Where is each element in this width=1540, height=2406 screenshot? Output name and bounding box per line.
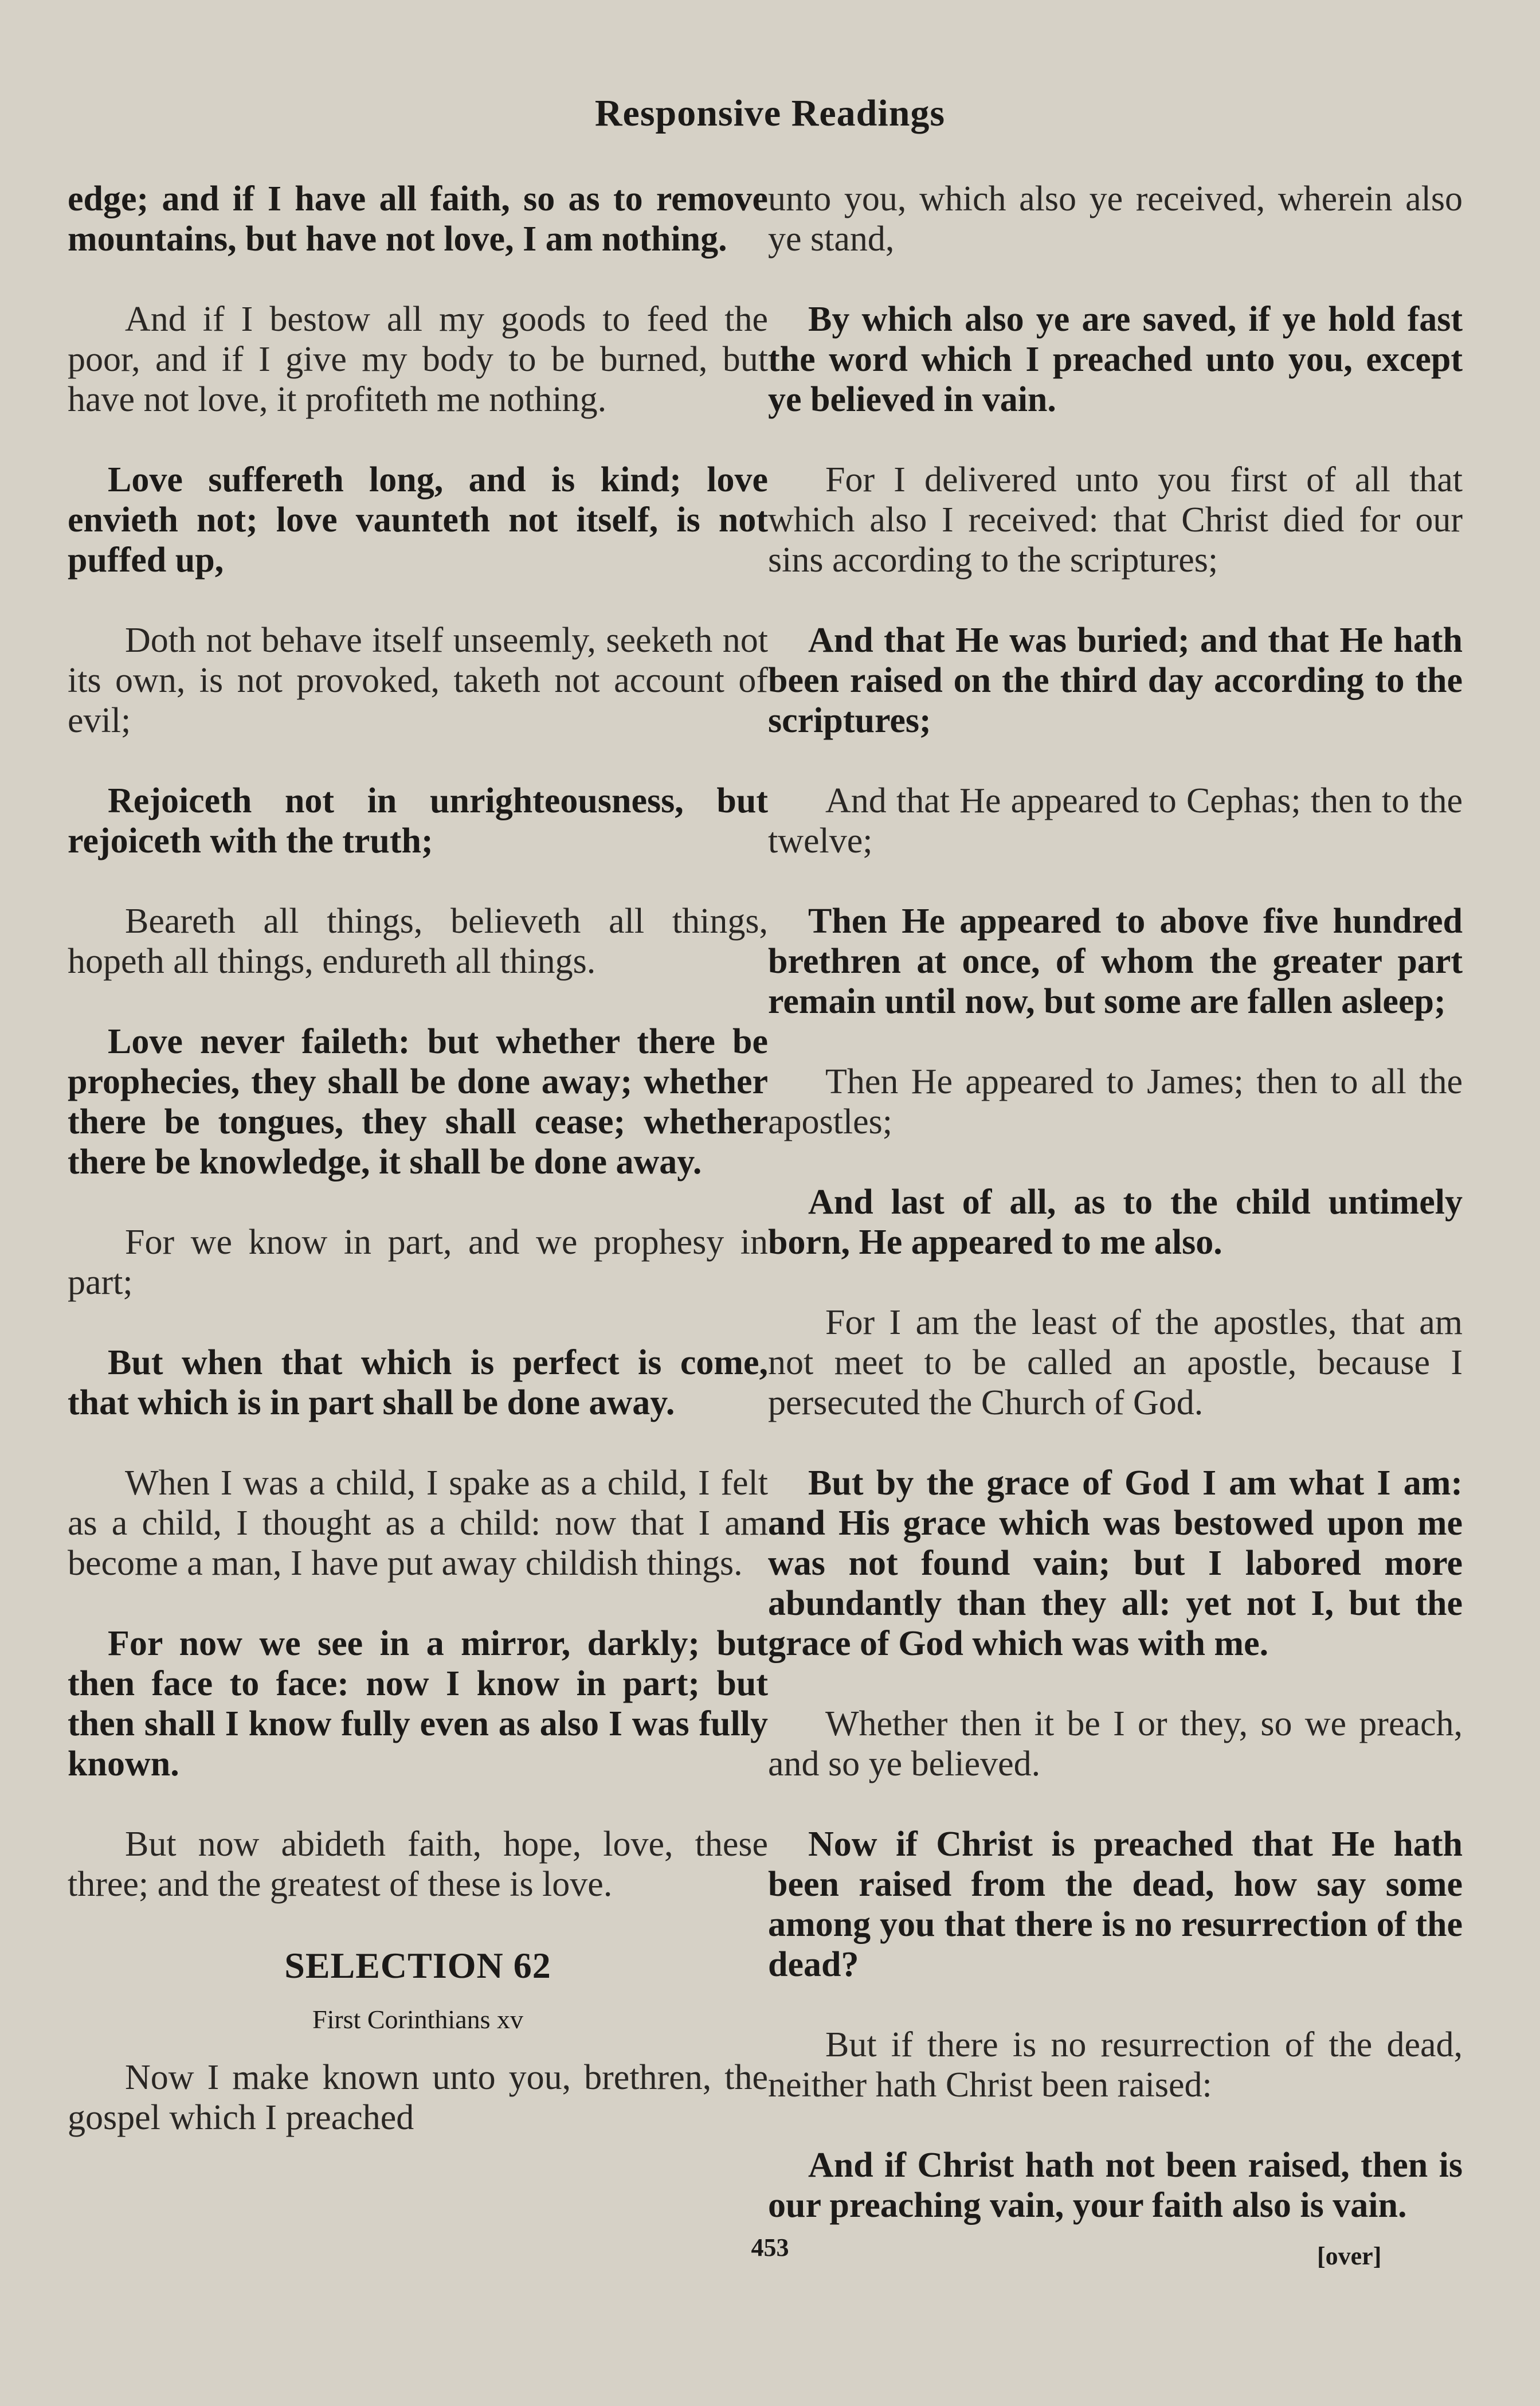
reading-paragraph: Whether then it be I or they, so we preach, and so ye believed.: [768, 1704, 1463, 1783]
reading-paragraph: unto you, which also ye received, wherein also ye stand,: [768, 179, 1463, 259]
reading-paragraph: For I delivered unto you first of all that which also I received: that Christ died for our sins according to the scriptures;: [768, 460, 1463, 580]
reading-paragraph: Love suffereth long, and is kind; love envieth not; love vaunteth not itself, is not puffed up,: [68, 460, 768, 580]
reading-paragraph: Love never faileth: but whether there be prophecies, they shall be done away; whether there be tongues, they shall cease; whether there be knowledge, it shall be done away.: [68, 1022, 768, 1182]
reading-paragraph: Now I make known unto you, brethren, the gospel which I preached: [68, 2058, 768, 2137]
reading-paragraph: But if there is no resurrection of the dead, neither hath Christ been raised:: [768, 2025, 1463, 2104]
selection-subheading: First Corinthians xv: [312, 2005, 524, 2034]
reading-paragraph: For we know in part, and we prophesy in part;: [68, 1223, 768, 1302]
reading-paragraph: And that He was buried; and that He hath been raised on the third day according to the scriptures;: [768, 621, 1463, 740]
reading-paragraph: Beareth all things, believeth all things, hopeth all things, endureth all things.: [68, 902, 768, 981]
reading-paragraph: But now abideth faith, hope, love, these three; and the greatest of these is love.: [68, 1825, 768, 1904]
reading-paragraph: Now if Christ is preached that He hath been raised from the dead, how say some among you that there is no resurrection of the dead?: [768, 1825, 1463, 1984]
reading-paragraph: Then He appeared to James; then to all the apostles;: [768, 1062, 1463, 1141]
reading-paragraph: And if Christ hath not been raised, then is our preaching vain, your faith also is vain.: [768, 2146, 1463, 2225]
reading-paragraph: And last of all, as to the child untimely born, He appeared to me also.: [768, 1183, 1463, 1262]
page-number: 453: [751, 2233, 789, 2262]
reading-paragraph: Rejoiceth not in unrighteousness, but rejoiceth with the truth;: [68, 781, 768, 860]
selection-heading: SELECTION 62: [284, 1945, 551, 1986]
reading-paragraph: And that He appeared to Cephas; then to the twelve;: [768, 781, 1463, 860]
page-header: Responsive Readings: [594, 92, 946, 134]
right-column: [768, 179, 1463, 2266]
left-column: [68, 179, 768, 2178]
continuation-marker: [over]: [1317, 2242, 1382, 2270]
reading-paragraph: edge; and if I have all faith, so as to remove mountains, but have not love, I am nothing.: [68, 179, 768, 259]
reading-paragraph: Then He appeared to above five hundred brethren at once, of whom the greater part remain until now, but some are fallen asleep;: [768, 902, 1463, 1021]
reading-paragraph: For now we see in a mirror, darkly; but then face to face: now I know in part; but then shall I know fully even as also I was fully known.: [68, 1624, 768, 1783]
reading-paragraph: Doth not behave itself unseemly, seeketh not its own, is not provoked, taketh not account of evil;: [68, 621, 768, 740]
reading-paragraph: But by the grace of God I am what I am: and His grace which was bestowed upon me was not found vain; but I labored more abundantly than they all: yet not I, but the grace of God which was with me.: [768, 1464, 1463, 1663]
reading-paragraph: And if I bestow all my goods to feed the poor, and if I give my body to be burned, but have not love, it profiteth me nothing.: [68, 300, 768, 419]
reading-paragraph: By which also ye are saved, if ye hold fast the word which I preached unto you, except ye believed in vain.: [768, 300, 1463, 419]
reading-paragraph: When I was a child, I spake as a child, I felt as a child, I thought as a child: now that I am become a man, I have put away childish things.: [68, 1464, 768, 1583]
reading-paragraph: For I am the least of the apostles, that am not meet to be called an apostle, because I persecuted the Church of God.: [768, 1303, 1463, 1422]
reading-paragraph: But when that which is perfect is come, that which is in part shall be done away.: [68, 1343, 768, 1422]
